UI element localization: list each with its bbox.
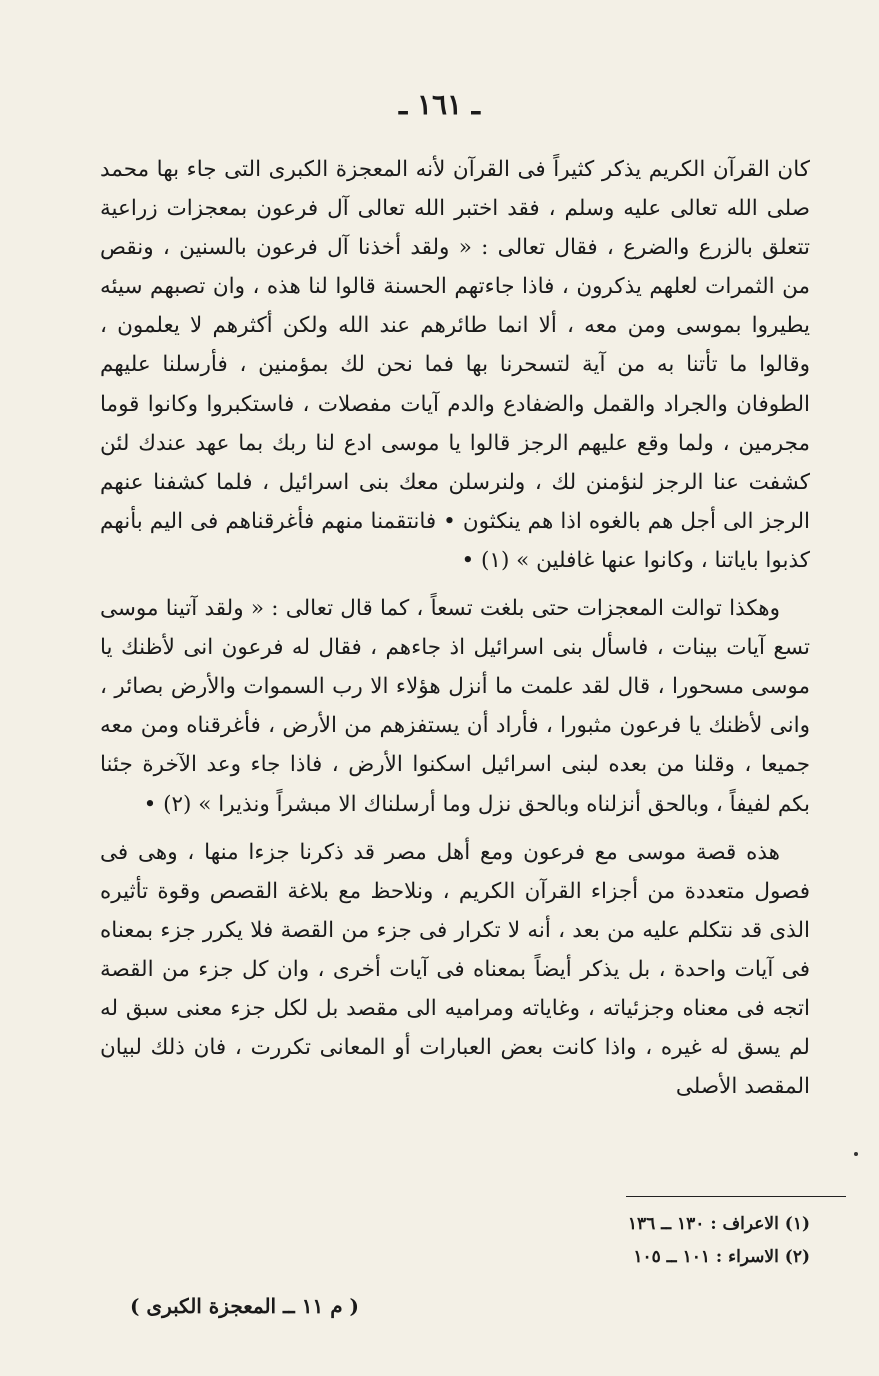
footnote-2: (٢) الاسراء : ١٠١ ــ ١٠٥	[633, 1247, 810, 1267]
footnotes	[560, 1208, 810, 1274]
paragraph-1: كان القرآن الكريم يذكر كثيراً فى القرآن لأنه المعجزة الكبرى التى جاء بها محمد صلى الله تعالى عليه وسلم ، فقد اختبر الله تعالى آل فرعون بمعجزات زراعية تتعلق بالزرع والضرع ، فقال تعالى : « ولقد أخذنا آل فرعون بالسنين ، ونقص من الثمرات لعلهم يذكرون ، فاذا جاءتهم الحسنة قالوا لنا هذه ، وان تصبهم سيئه يطيروا بموسى ومن معه ، ألا انما طائرهم عند الله ولكن أكثرهم لا يعلمون ، وقالوا ما تأتنا به من آية لتسحرنا بها فما نحن لك بمؤمنين ، فأرسلنا عليهم الطوفان والجراد والقمل والضفادع والدم آيات مفصلات ، فاستكبروا وكانوا قوما مجرمين ، ولما وقع عليهم الرجز قالوا يا موسى ادع لنا ربك بما عهد عندك لئن كشفت عنا الرجز لنؤمنن لك ، ولنرسلن معك بنى اسرائيل ، فلما كشفنا عنهم الرجز الى أجل هم بالغوه اذا هم ينكثون • فانتقمنا منهم فأغرقناهم فى اليم بأنهم كذبوا باياتنا ، وكانوا عنها غافلين » (١) •	[100, 157, 810, 573]
footnote-1: (١) الاعراف : ١٣٠ ــ ١٣٦	[627, 1214, 810, 1234]
margin-dot	[854, 1152, 858, 1156]
paragraph-2: وهكذا توالت المعجزات حتى بلغت تسعاً ، كما قال تعالى : « ولقد آتينا موسى تسع آيات بينات ، فاسأل بنى اسرائيل اذ جاءهم ، فقال له فرعون انى لأظنك يا موسى مسحورا ، قال لقد علمت ما أنزل هؤلاء الا رب السموات والأرض بصائر ، وانى لأظنك يا فرعون مثبورا ، فأراد أن يستفزهم من الأرض ، فأغرقناه ومن معه جميعا ، وقلنا من بعده لبنى اسرائيل اسكنوا الأرض ، فاذا جاء وعد الآخرة جئنا بكم لفيفاً ، وبالحق أنزلناه وبالحق نزل وما أرسلناك الا مبشراً ونذيرا » (٢) •	[100, 596, 810, 817]
page-number: ـ ١٦١ ـ	[398, 88, 481, 121]
body-text	[100, 150, 810, 1106]
printer-signature: ( م ١١ ــ المعجزة الكبرى )	[130, 1294, 360, 1318]
footnote-divider	[626, 1196, 846, 1197]
paragraph-3: هذه قصة موسى مع فرعون ومع أهل مصر قد ذكرنا جزءا منها ، وهى فى فصول متعددة من أجزاء القرآن الكريم ، ونلاحظ مع بلاغة القصص وقوة تأثيره الذى قد نتكلم عليه من بعد ، أنه لا تكرار فى جزء من القصة فلا يكرر جزء بمعناه فى آيات واحدة ، بل يذكر أيضاً بمعناه فى آيات أخرى ، وان كل جزء من القصة اتجه فى معناه وجزئياته ، وغاياته ومراميه الى مقصد بل لكل جزء معنى سبق له لم يسق له غيره ، واذا كانت بعض العبارات أو المعانى تكررت ، فان ذلك لبيان المقصد الأصلى	[100, 839, 810, 1100]
